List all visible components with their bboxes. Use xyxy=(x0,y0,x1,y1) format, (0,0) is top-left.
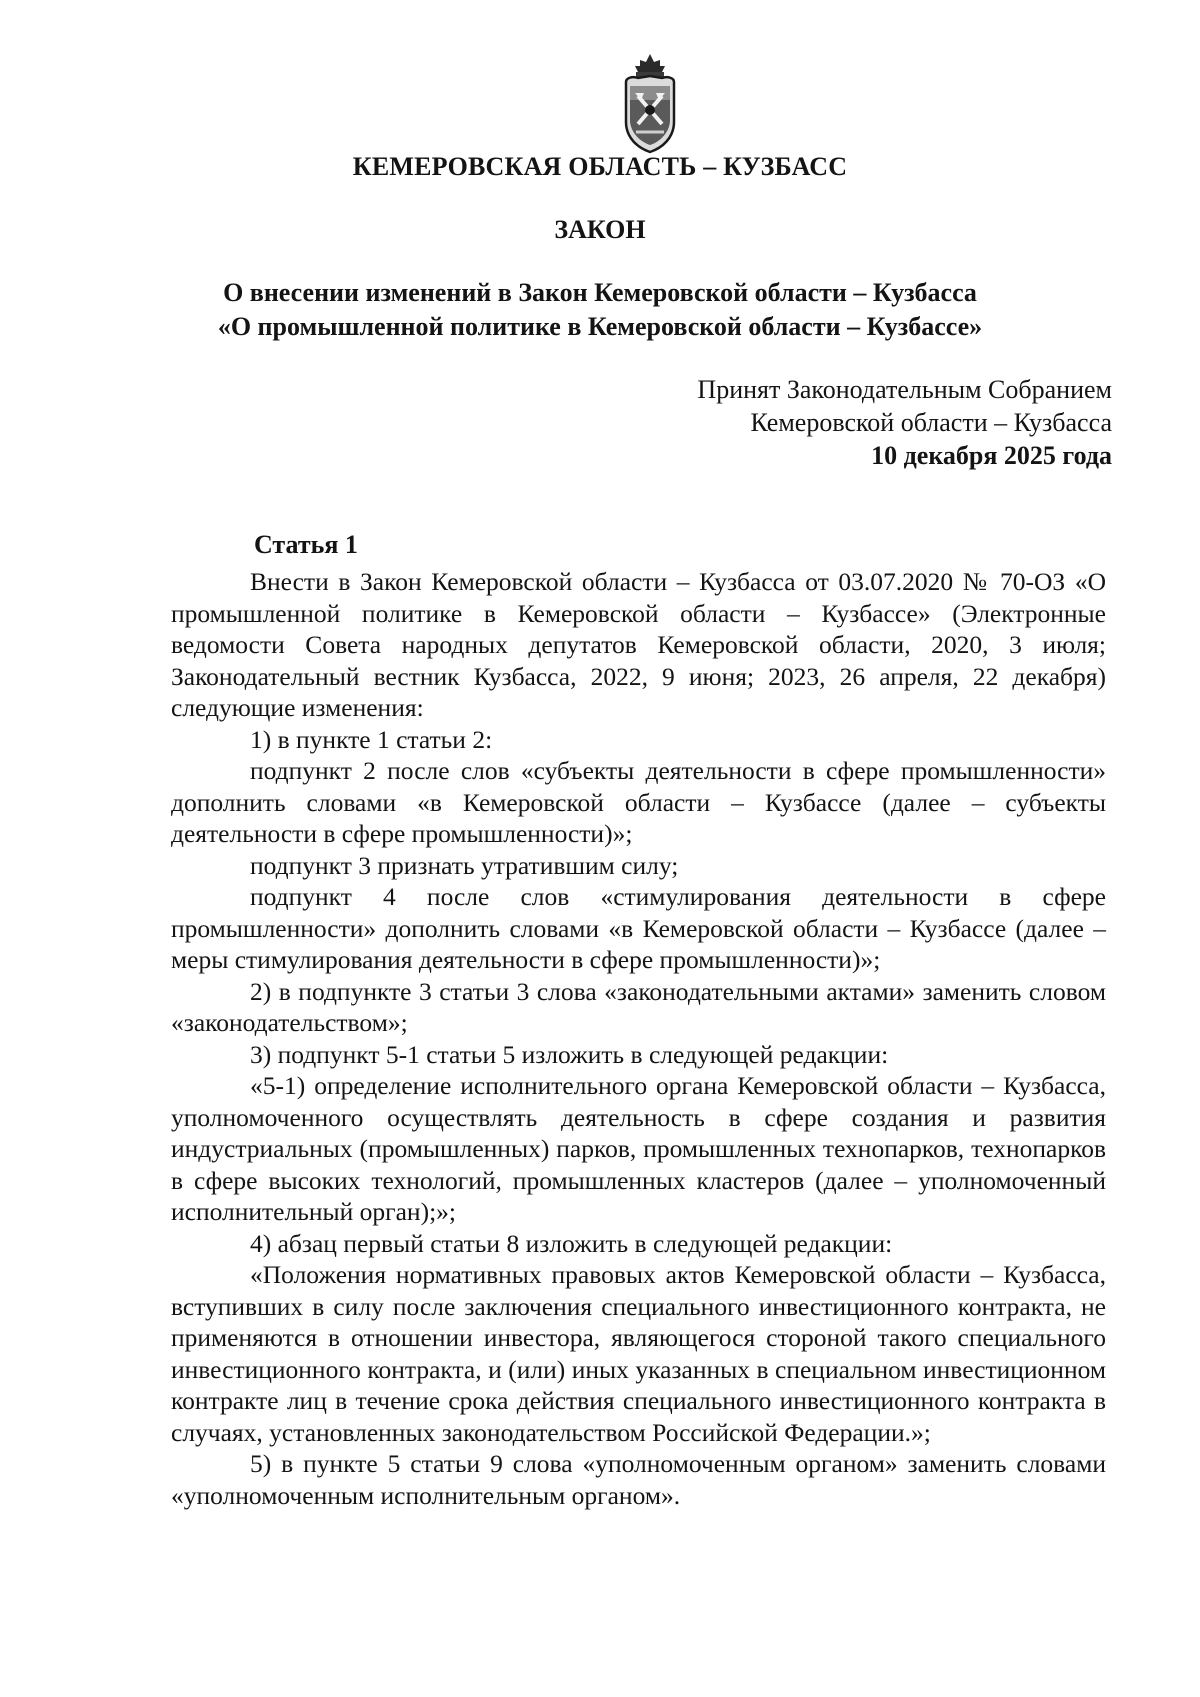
coat-of-arms-emblem xyxy=(618,52,682,154)
law-title-line-2: «О промышленной политике в Кемеровской области – Кузбассе» xyxy=(217,312,983,341)
law-title xyxy=(0,276,1200,344)
paragraph: «5-1) определение исполнительного органа Кемеровской области – Кузбасса, уполномоченного осуществлять деятельность в сфере создания и развития индустриальных (промышленных) парков, промышленных технопарков, технопарков в сфере высоких технологий, промышленных кластеров (далее – уполномоченный исполнительный орган);»; xyxy=(171,1071,1106,1226)
law-title-line-1: О внесении изменений в Закон Кемеровской области – Кузбасса xyxy=(223,278,977,307)
paragraph: подпункт 3 признать утратившим силу; xyxy=(250,850,679,880)
paragraph: подпункт 2 после слов «субъекты деятельности в сфере промышленности» дополнить словами «в Кемеровской области – Кузбассе (далее – субъекты деятельности в сфере промышленности)»; xyxy=(171,756,1106,848)
paragraph: 2) в подпункте 3 статьи 3 слова «законодательными актами» заменить словом «законодательством»; xyxy=(171,976,1106,1037)
paragraph: Внести в Закон Кемеровской области – Кузбасса от 03.07.2020 № 70-ОЗ «О промышленной политике в Кемеровской области – Кузбассе» (Электронные ведомости Совета народных депутатов Кемеровской области, 2020, 3 июля; Законодательный вестник Кузбасса, 2022, 9 июня; 2023, 26 апреля, 22 декабря) следующие изменения: xyxy=(171,567,1106,722)
paragraph: подпункт 4 после слов «стимулирования деятельности в сфере промышленности» дополнить словами «в Кемеровской области – Кузбассе (далее – меры стимулирования деятельности в сфере промышленности)»; xyxy=(171,882,1106,974)
adoption-line-1: Принят Законодательным Собранием xyxy=(697,375,1112,404)
paragraph: 3) подпункт 5-1 статьи 5 изложить в следующей редакции: xyxy=(250,1039,889,1069)
article-body xyxy=(171,566,1106,1511)
adoption-block xyxy=(697,373,1112,472)
paragraph: 4) абзац первый статьи 8 изложить в следующей редакции: xyxy=(250,1228,893,1258)
document-type: ЗАКОН xyxy=(554,215,646,244)
adoption-date: 10 декабря 2025 года xyxy=(871,441,1112,470)
paragraph: 1) в пункте 1 статьи 2: xyxy=(250,724,493,754)
region-name: КЕМЕРОВСКАЯ ОБЛАСТЬ – КУЗБАСС xyxy=(352,152,848,181)
adoption-line-2: Кемеровской области – Кузбасса xyxy=(750,408,1112,437)
article-heading: Статья 1 xyxy=(254,530,358,559)
paragraph: 5) в пункте 5 статьи 9 слова «уполномоченным органом» заменить словами «уполномоченным исполнительным органом». xyxy=(171,1449,1106,1510)
paragraph: «Положения нормативных правовых актов Кемеровской области – Кузбасса, вступивших в силу после заключения специального инвестиционного контракта, не применяются в отношении инвестора, являющегося стороной такого специального инвестиционного контракта, и (или) иных указанных в специальном инвестиционном контракте лиц в течение срока действия специального инвестиционного контракта в случаях, установленных законодательством Российской Федерации.»; xyxy=(171,1260,1106,1447)
